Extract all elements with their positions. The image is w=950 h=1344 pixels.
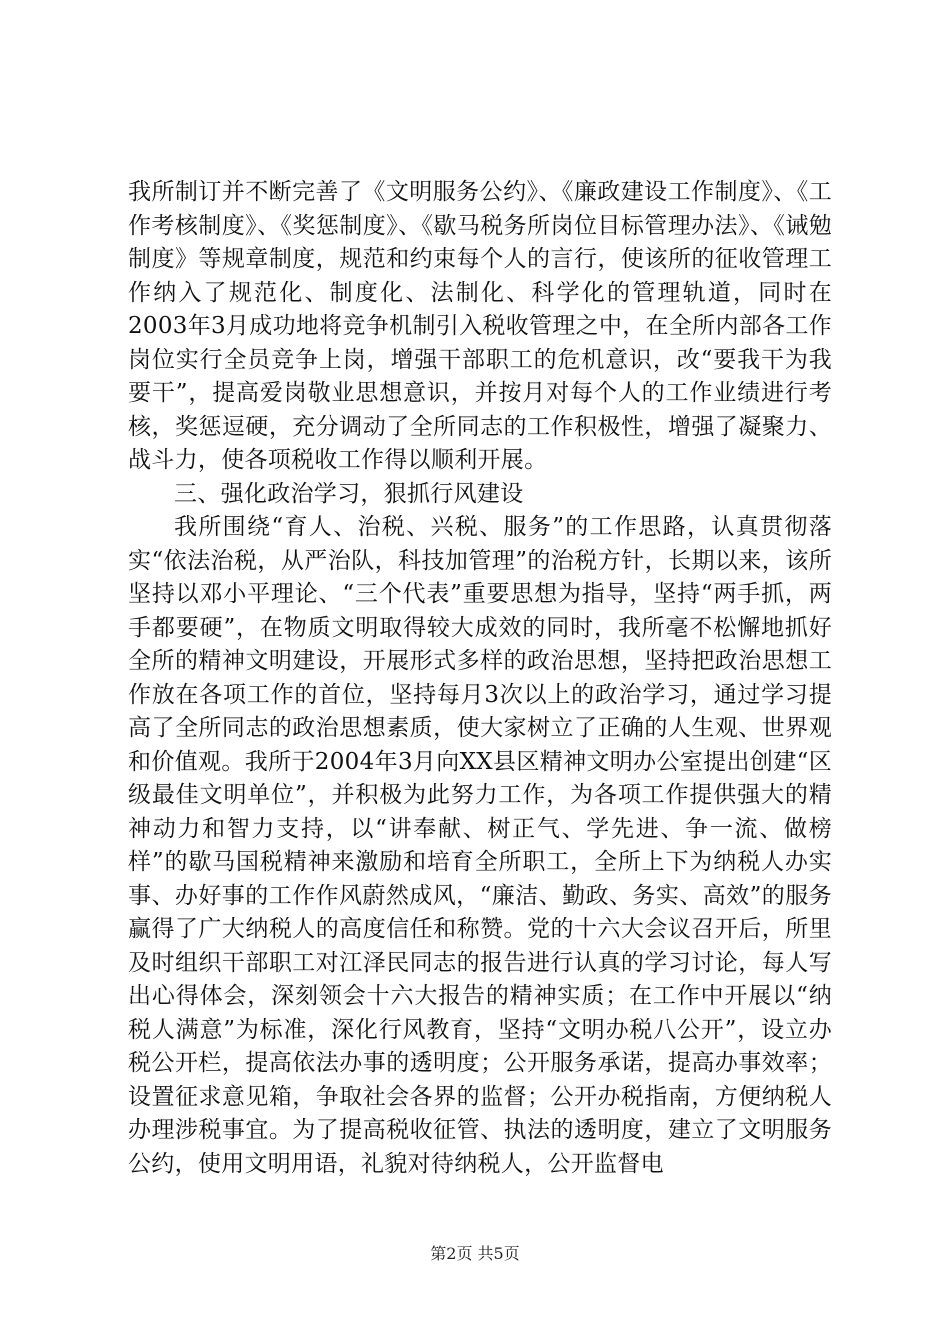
paragraph-political-study: 我所围绕“育人、治税、兴税、服务”的工作思路，认真贯彻落实“依法治税，从严治队，科技加管理”的治税方针，长期以来，该所坚持以邓小平理论、“三个代表”重要思想为指导，坚持“两手抓，两手都要硬”，在物质文明取得较大成效的同时，我所毫不松懈地抓好全所的精神文明建设，开展形式多样的政治思想，坚持把政治思想工作放在各项工作的首位，坚持每月3次以上的政治学习，通过学习提高了全所同志的政治思想素质，使大家树立了正确的人生观、世界观和价值观。我所于2004年3月向XX县区精神文明办公室提出创建“区级最佳文明单位”，并积极为此努力工作，为各项工作提供强大的精神动力和智力支持，以“讲奉献、树正气、学先进、争一流、做榜样”的歇马国税精神来激励和培育全所职工，全所上下为纳税人办实事、办好事的工作作风蔚然成风，“廉洁、勤政、务实、高效”的服务赢得了广大纳税人的高度信任和称赞。党的十六大会议召开后，所里及时组织干部职工对江泽民同志的报告进行认真的学习讨论，每人写出心得体会，深刻领会十六大报告的精神实质；在工作中开展以“纳税人满意”为标准，深化行风教育，坚持“文明办税八公开”，设立办税公开栏，提高依法办事的透明度；公开服务承诺，提高办事效率；设置征求意见箱，争取社会各界的监督；公开办税指南，方便纳税人办理涉税事宜。为了提高税收征管、执法的透明度，建立了文明服务公约，使用文明用语，礼貌对待纳税人，公开监督电 [128,514,832,1177]
page-number-footer: 第2页 共5页 [430,1244,520,1263]
section-heading: 三、强化政治学习，狠抓行风建设 [174,480,524,507]
paragraph-regulations: 我所制订并不断完善了《文明服务公约》、《廉政建设工作制度》、《工作考核制度》、《奖惩制度》、《歇马税务所岗位目标管理办法》、《诫勉制度》等规章制度，规范和约束每个人的言行，使该所的征收管理工作纳入了规范化、制度化、法制化、科学化的管理轨道，同时在2003年3月成功地将竞争机制引入税收管理之中，在全所内部各工作岗位实行全员竞争上岗，增强干部职工的危机意识，改“要我干为我要干”，提高爱岗敬业思想意识，并按月对每个人的工作业绩进行考核，奖惩逗硬，充分调动了全所同志的工作积极性，增强了凝聚力、战斗力，使各项税收工作得以顺利开展。 [128,179,832,473]
document-body [128,176,832,1181]
